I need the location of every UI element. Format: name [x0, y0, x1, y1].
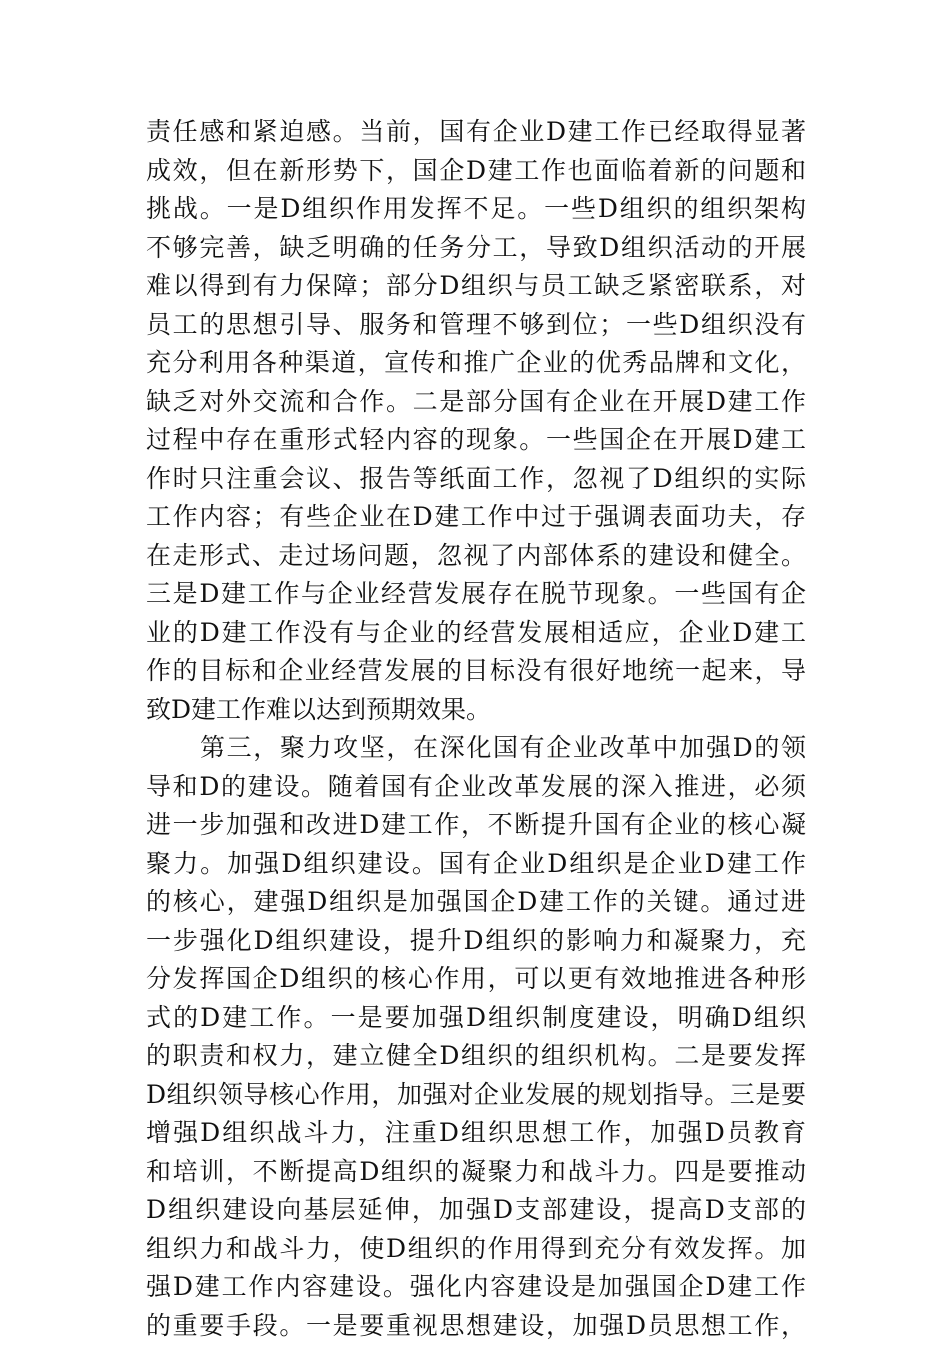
text-line: 强D建工作内容建设。强化内容建设是加强国企D建工作	[146, 1268, 806, 1307]
text-line: 进一步加强和改进D建工作，不断提升国有企业的核心凝	[146, 806, 806, 845]
text-line: 第三，聚力攻坚，在深化国有企业改革中加强D的领	[146, 729, 806, 768]
text-line: 业的D建工作没有与企业的经营发展相适应，企业D建工	[146, 614, 806, 653]
text-line: 责任感和紧迫感。当前，国有企业D建工作已经取得显著	[146, 113, 806, 152]
text-line: 的核心，建强D组织是加强国企D建工作的关键。通过进	[146, 883, 806, 922]
text-line: 不够完善，缺乏明确的任务分工，导致D组织活动的开展	[146, 229, 806, 268]
text-line: 工作内容；有些企业在D建工作中过于强调表面功夫，存	[146, 498, 806, 537]
text-line: 的重要手段。一是要重视思想建设，加强D员思想工作，	[146, 1307, 806, 1345]
paragraph-1	[146, 113, 806, 729]
text-line: D组织建设向基层延伸，加强D支部建设，提高D支部的	[146, 1191, 806, 1230]
text-line: 员工的思想引导、服务和管理不够到位；一些D组织没有	[146, 306, 806, 345]
text-line: 作时只注重会议、报告等纸面工作，忽视了D组织的实际	[146, 460, 806, 499]
text-line: 充分利用各种渠道，宣传和推广企业的优秀品牌和文化，	[146, 344, 806, 383]
text-line: 聚力。加强D组织建设。国有企业D组织是企业D建工作	[146, 845, 806, 884]
text-line: 分发挥国企D组织的核心作用，可以更有效地推进各种形	[146, 960, 806, 999]
text-line: 在走形式、走过场问题，忽视了内部体系的建设和健全。	[146, 537, 806, 576]
text-line: D组织领导核心作用，加强对企业发展的规划指导。三是要	[146, 1076, 806, 1115]
text-line: 难以得到有力保障；部分D组织与员工缺乏紧密联系，对	[146, 267, 806, 306]
text-line: 过程中存在重形式轻内容的现象。一些国企在开展D建工	[146, 421, 806, 460]
text-line: 和培训，不断提高D组织的凝聚力和战斗力。四是要推动	[146, 1153, 806, 1192]
text-line: 成效，但在新形势下，国企D建工作也面临着新的问题和	[146, 152, 806, 191]
text-line: 挑战。一是D组织作用发挥不足。一些D组织的组织架构	[146, 190, 806, 229]
text-line: 增强D组织战斗力，注重D组织思想工作，加强D员教育	[146, 1114, 806, 1153]
paragraph-2	[146, 729, 806, 1345]
text-line: 一步强化D组织建设，提升D组织的影响力和凝聚力，充	[146, 922, 806, 961]
text-line: 导和D的建设。随着国有企业改革发展的深入推进，必须	[146, 768, 806, 807]
document-page	[146, 113, 806, 1345]
text-line: 三是D建工作与企业经营发展存在脱节现象。一些国有企	[146, 575, 806, 614]
text-line: 致D建工作难以达到预期效果。	[146, 691, 806, 730]
text-line: 缺乏对外交流和合作。二是部分国有企业在开展D建工作	[146, 383, 806, 422]
text-line: 组织力和战斗力，使D组织的作用得到充分有效发挥。加	[146, 1230, 806, 1269]
text-line: 作的目标和企业经营发展的目标没有很好地统一起来，导	[146, 652, 806, 691]
text-line: 的职责和权力，建立健全D组织的组织机构。二是要发挥	[146, 1037, 806, 1076]
text-line: 式的D建工作。一是要加强D组织制度建设，明确D组织	[146, 999, 806, 1038]
